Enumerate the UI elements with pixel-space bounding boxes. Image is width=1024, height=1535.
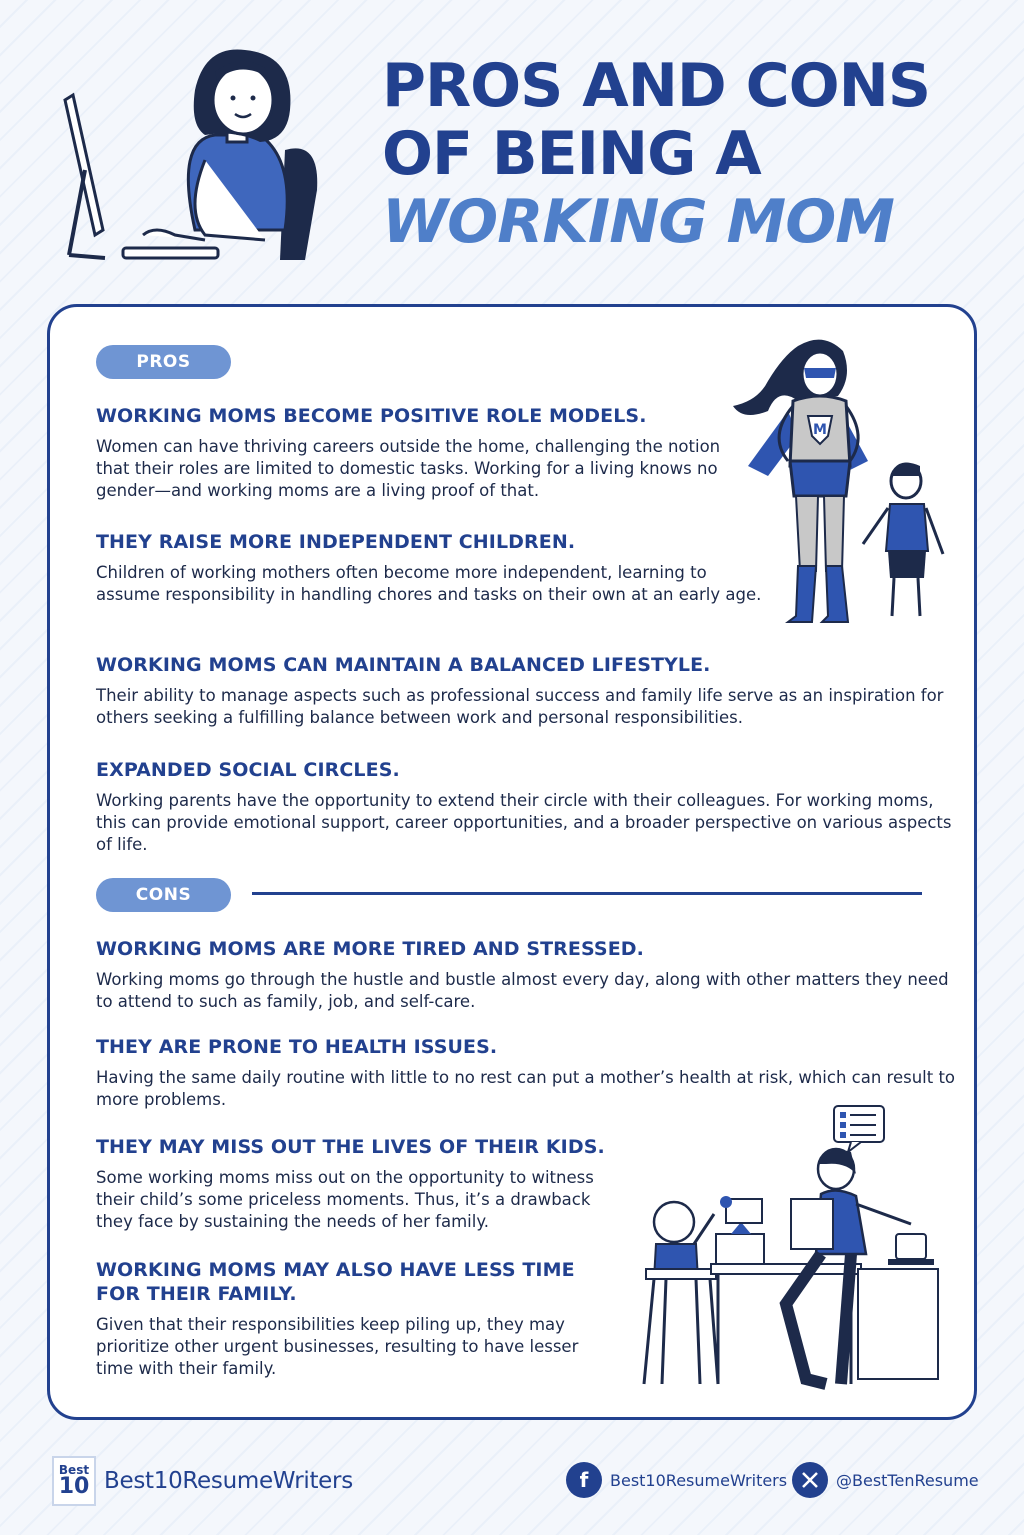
- x-link[interactable]: [792, 1462, 979, 1498]
- pros-item-3: [96, 653, 956, 729]
- logo-best: Best: [58, 1463, 90, 1477]
- supermom-and-child-illustration: [728, 336, 952, 628]
- brand-logo[interactable]: [52, 1456, 353, 1506]
- pros-item-4: [96, 758, 956, 856]
- cons-item-body: Having the same daily routine with little to no rest can put a mother’s health at risk, which can result to more problems.: [96, 1068, 956, 1109]
- pros-item-body: Their ability to manage aspects such as professional success and family life serve as an inspiration for others seeking a fulfilling balance between work and personal responsibilities.: [96, 686, 944, 727]
- cons-item-3: [96, 1135, 631, 1233]
- cons-item-body: Working moms go through the hustle and bustle almost every day, along with other matters they need to attend to such as family, job, and self-care.: [96, 970, 949, 1011]
- cons-item-heading: THEY ARE PRONE TO HEALTH ISSUES.: [96, 1036, 498, 1058]
- pros-item-body: Children of working mothers often become more independent, learning to assume responsibility in handling chores and tasks on their own at an early age.: [96, 563, 762, 604]
- brand-name: Best10ResumeWriters: [104, 1468, 353, 1494]
- title-line-2: OF BEING A: [382, 119, 761, 189]
- cons-item-heading: WORKING MOMS ARE MORE TIRED AND STRESSED.: [96, 938, 644, 960]
- cons-divider: [252, 892, 922, 895]
- pros-item-body: Working parents have the opportunity to extend their circle with their colleagues. For working moms, this can provide emotional support, career opportunities, and a broader perspective on various aspects of life.: [96, 791, 952, 854]
- pros-item-heading: EXPANDED SOCIAL CIRCLES.: [96, 759, 400, 781]
- cons-item-body: Some working moms miss out on the opportunity to witness their child’s some priceless moments. Thus, it’s a drawback they face by sustaining the needs of her family.: [96, 1168, 594, 1231]
- x-icon: [792, 1462, 828, 1498]
- cons-item-4: [96, 1258, 606, 1380]
- title-line-3: WORKING MOM: [382, 187, 894, 257]
- busy-mom-illustration: [626, 1104, 946, 1394]
- cons-badge: CONS: [96, 878, 231, 912]
- title-line-1: PROS AND CONS: [382, 51, 931, 121]
- pros-item-heading: WORKING MOMS CAN MAINTAIN A BALANCED LIFESTYLE.: [96, 654, 711, 676]
- woman-at-computer-illustration: [55, 30, 345, 270]
- logo-mark: [52, 1456, 96, 1506]
- page-title: [382, 52, 1002, 256]
- facebook-handle: Best10ResumeWriters: [610, 1470, 788, 1490]
- cons-item-heading: THEY MAY MISS OUT THE LIVES OF THEIR KIDS.: [96, 1136, 605, 1158]
- cons-item-heading: WORKING MOMS MAY ALSO HAVE LESS TIME FOR THEIR FAMILY.: [96, 1259, 575, 1305]
- pros-item-2: [96, 530, 766, 606]
- pros-badge: PROS: [96, 345, 231, 379]
- x-handle: @BestTenResume: [836, 1470, 979, 1490]
- logo-number: 10: [58, 1474, 90, 1499]
- pros-item-body: Women can have thriving careers outside the home, challenging the notion that their roles are limited to domestic tasks. Working for a living knows no gender—and working moms are a living proof of that.: [96, 437, 721, 500]
- pros-item-heading: WORKING MOMS BECOME POSITIVE ROLE MODELS.: [96, 405, 647, 427]
- svg-text:M: M: [813, 422, 827, 438]
- cons-item-body: Given that their responsibilities keep piling up, they may prioritize other urgent businesses, resulting to have lesser time with their family.: [96, 1315, 579, 1378]
- facebook-icon: f: [566, 1462, 602, 1498]
- cons-item-2: [96, 1035, 956, 1111]
- pros-item-1: [96, 404, 736, 502]
- pros-item-heading: THEY RAISE MORE INDEPENDENT CHILDREN.: [96, 531, 576, 553]
- cons-item-1: [96, 937, 956, 1013]
- facebook-link[interactable]: [566, 1462, 787, 1498]
